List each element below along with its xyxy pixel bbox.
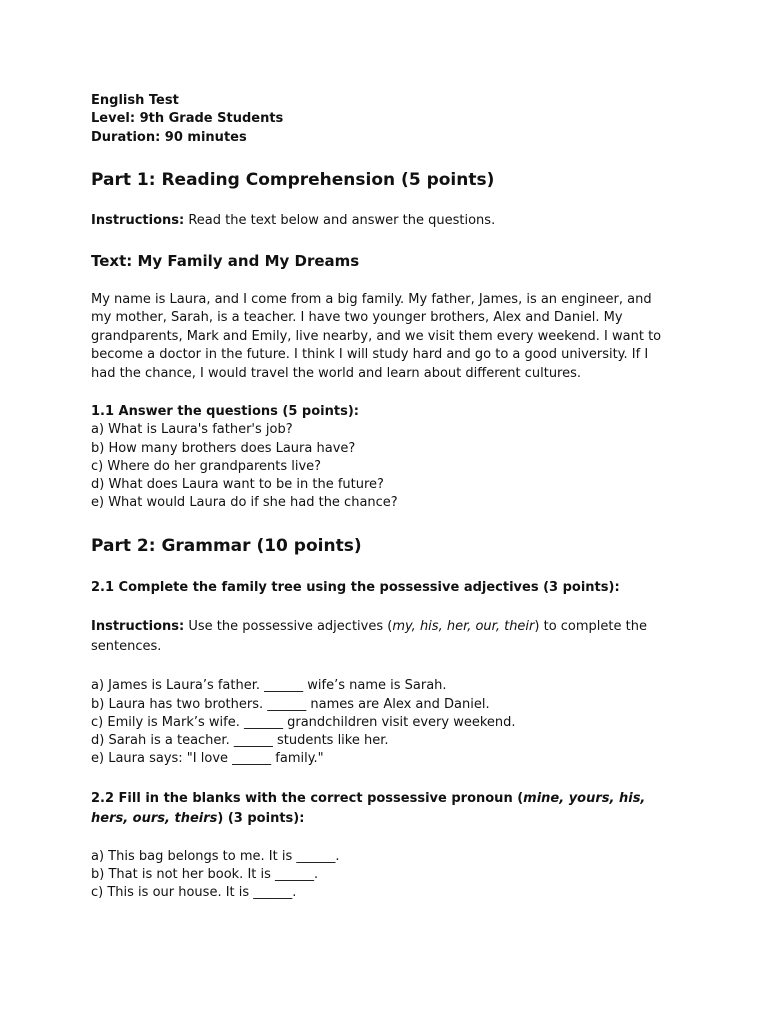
list-item: b) How many brothers does Laura have? [91, 440, 356, 456]
instructions-pre: Use the possessive adjectives ( [184, 619, 393, 635]
list-item: c) Emily is Mark’s wife. ______ grandchildren visit every weekend. [91, 714, 516, 730]
instructions-italic: my, his, her, our, their [392, 619, 535, 635]
list-item: d) Sarah is a teacher. ______ students like her. [91, 733, 389, 749]
list-item: a) This bag belongs to me. It is ______. [91, 848, 340, 864]
list-item: c) This is our house. It is ______. [91, 885, 297, 901]
test-level: Level: 9th Grade Students [91, 111, 284, 126]
questions-heading: 1.1 Answer the questions (5 points): [91, 404, 359, 419]
section-2-1-heading: 2.1 Complete the family tree using the possessive adjectives (3 points): [91, 579, 620, 595]
section-2-1-items [91, 677, 691, 768]
text-heading: Text: My Family and My Dreams [91, 251, 360, 270]
list-item: e) What would Laura do if she had the chance? [91, 495, 398, 511]
list-item: a) James is Laura’s father. ______ wife’s name is Sarah. [91, 678, 447, 694]
reading-passage: My name is Laura, and I come from a big family. My father, James, is an engineer, and my mother, Sarah, is a teacher. I have two younger brothers, Alex and Daniel. My grandparents, Mark and Emily, live nearby, and we visit them every weekend. I want to become a doctor in the future. I think I will study hard and go to a good university. If I had the chance, I would travel the world and learn about different cultures. [91, 291, 662, 381]
list-item: d) What does Laura want to be in the future? [91, 477, 384, 493]
instructions-post: ) to complete the sentences. [91, 619, 647, 654]
list-item: c) Where do her grandparents live? [91, 458, 322, 474]
heading-pre: 2.2 Fill in the blanks with the correct possessive pronoun ( [91, 790, 524, 806]
list-item: b) Laura has two brothers. ______ names are Alex and Daniel. [91, 696, 490, 712]
questions-list [91, 421, 691, 512]
instructions-label: Instructions: [91, 619, 185, 635]
list-item: e) Laura says: "I love ______ family." [91, 751, 324, 767]
test-duration: Duration: 90 minutes [91, 130, 247, 145]
test-document [91, 92, 691, 903]
part1-heading: Part 1: Reading Comprehension (5 points) [91, 170, 495, 190]
list-item: a) What is Laura's father's job? [91, 422, 293, 438]
list-item: b) That is not her book. It is ______. [91, 867, 319, 883]
instructions-text: Read the text below and answer the questions. [184, 213, 496, 228]
heading-italic: mine, yours, his, hers, ours, theirs [91, 790, 646, 826]
section-2-2-heading [91, 789, 671, 829]
instructions-label: Instructions: [91, 213, 185, 228]
part1-instructions [91, 212, 691, 231]
heading-post: ) (3 points): [217, 810, 305, 826]
section-2-1-instructions [91, 617, 671, 656]
test-title: English Test [91, 93, 179, 108]
part2-heading: Part 2: Grammar (10 points) [91, 535, 362, 556]
section-2-2-items [91, 848, 691, 903]
